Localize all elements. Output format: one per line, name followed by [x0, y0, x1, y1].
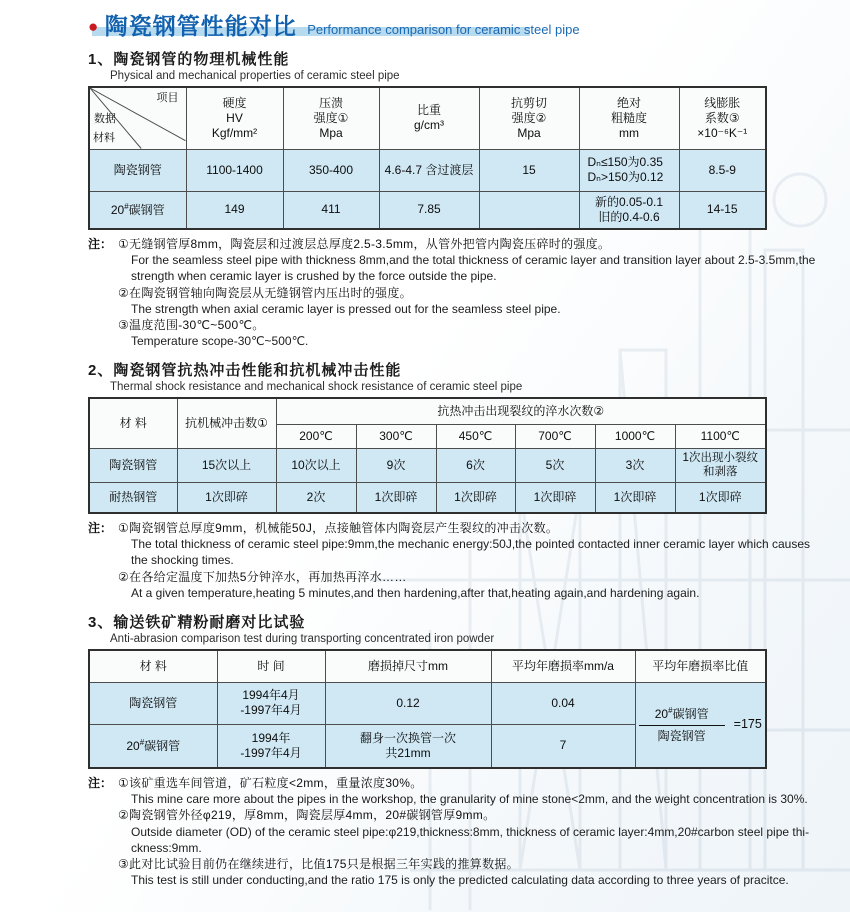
col-header-temp: 1000℃: [595, 424, 675, 448]
cell-material: 陶瓷钢管: [89, 682, 217, 724]
cell-value: 2次: [276, 482, 356, 513]
bullet-icon: ●: [88, 17, 99, 36]
section-3-heading: [88, 611, 828, 645]
cell-mechanical: 1次即碎: [177, 482, 276, 513]
corner-label-data: 数据: [94, 113, 116, 125]
cell-value: 1次即碎: [515, 482, 595, 513]
table-header-row: [89, 398, 766, 424]
col-header-expansion: 线膨胀 系数③ ×10⁻⁶K⁻¹: [679, 87, 766, 149]
cell-value: 1次即碎: [436, 482, 515, 513]
col-header-roughness: 绝对 粗糙度 mm: [579, 87, 679, 149]
abrasion-test-table: [88, 649, 767, 769]
table-row-heat-resistant-steel: [89, 482, 766, 513]
cell-wear: 翻身一次换管一次 共21mm: [325, 724, 491, 768]
section-3-notes: [88, 775, 828, 888]
cell-value: 1次即碎: [595, 482, 675, 513]
note-item: ①陶瓷钢管总厚度9mm，机械能50J，点接触管体内陶瓷层产生裂纹的冲击次数。 The total thickness of ceramic steel pipe:9mm,the mechanic energy:50J,the pointed contacted inner ceramic layer which causes the shocking times.: [118, 521, 811, 568]
shock-resistance-table: [88, 397, 767, 514]
note-item: ③此对比试验目前仍在继续进行，比值175只是根据三年实践的推算数据。 This test is still under conducting,and the ratio 175 is only the predicted calculating data according to three years of pracitce.: [118, 856, 789, 888]
cell-rate: 0.04: [491, 682, 635, 724]
cell-value: 3次: [595, 448, 675, 482]
note-label: 注：: [88, 237, 113, 251]
section-2-title-zh: 2、陶瓷钢管抗热冲击性能和抗机械冲击性能: [88, 362, 402, 380]
fraction-bar: [639, 725, 725, 726]
cell-value: 1次即碎: [356, 482, 436, 513]
cell-time: 1994年 -1997年4月: [217, 724, 325, 768]
cell-time: 1994年4月 -1997年4月: [217, 682, 325, 724]
note-item: ①无缝钢管厚8mm，陶瓷层和过渡层总厚度2.5-3.5mm，从管外把管内陶瓷压碎时的强度。 For the seamless steel pipe with thickness 8mm,and the total thickness of ceramic layer and transition layer about 2.5-3.5mm,the strength when ceramic layer is crushed by the force outside the pipe.: [118, 237, 816, 284]
cell-hardness: 1100-1400: [186, 149, 283, 191]
table-row-carbon-steel: [89, 191, 766, 229]
table-row-ceramic: [89, 149, 766, 191]
cell-mechanical: 15次以上: [177, 448, 276, 482]
section-1-title-en: Physical and mechanical properties of ceramic steel pipe: [110, 70, 400, 82]
col-header-hardness: 硬度 HV Kgf/mm²: [186, 87, 283, 149]
section-1-notes: [88, 236, 828, 349]
table-header-row: [89, 650, 766, 682]
cell-material: 耐热钢管: [89, 482, 177, 513]
cell-expansion: 14-15: [679, 191, 766, 229]
note-label: 注：: [88, 776, 113, 790]
section-2-title-en: Thermal shock resistance and mechanical shock resistance of ceramic steel pipe: [110, 381, 523, 394]
note-item: ②在陶瓷钢管轴向陶瓷层从无缝钢管内压出时的强度。 The strength when axial ceramic layer is pressed out for the seamless steel pipe.: [118, 285, 561, 316]
cell-specific-gravity: 4.6-4.7 含过渡层: [379, 149, 479, 191]
col-header-temp: 700℃: [515, 424, 595, 448]
col-header-wear-rate-ratio: 平均年磨损率比值: [635, 650, 766, 682]
cell-crush-strength: 411: [283, 191, 379, 229]
col-header-temp: 300℃: [356, 424, 436, 448]
table-header-row: [89, 87, 766, 149]
cell-value: 1次出现小裂纹和剥落: [675, 448, 766, 482]
page-title: [88, 8, 828, 38]
cell-expansion: 8.5-9: [679, 149, 766, 191]
ratio-value: =175: [733, 716, 762, 731]
col-header-specific-gravity: 比重 g/cm³: [379, 87, 479, 149]
col-header-crush-strength: 压溃 强度① Mpa: [283, 87, 379, 149]
cell-value: 1次即碎: [675, 482, 766, 513]
cell-crush-strength: 350-400: [283, 149, 379, 191]
corner-label-material: 材料: [93, 131, 115, 144]
cell-shear-strength: 15: [479, 149, 579, 191]
cell-specific-gravity: 7.85: [379, 191, 479, 229]
cell-value: 9次: [356, 448, 436, 482]
cell-value: 5次: [515, 448, 595, 482]
table-row-ceramic: [89, 448, 766, 482]
note-label: 注：: [88, 521, 113, 536]
physical-properties-table: [88, 86, 767, 230]
note-item: ②在各给定温度下加热5分钟淬水，再加热再淬水…… At a given temperature,heating 5 minutes,and then hardening,after that,heating again,and hardening again.: [118, 569, 700, 600]
col-header-temp: 1100℃: [675, 424, 766, 448]
cell-material: 陶瓷钢管: [89, 448, 177, 482]
col-header-mechanical-shock: 抗机械冲击数①: [177, 398, 276, 448]
ratio-fraction: $\frac{20^{\#}碳钢管}{\text{陶瓷钢管}}$: [639, 706, 725, 744]
note-item: ③温度范围-30℃~500℃。 Temperature scope-30℃~500℃.: [118, 317, 309, 349]
col-header-time: 时 间: [217, 650, 325, 682]
section-2-notes: [88, 520, 828, 601]
col-header-shear-strength: 抗剪切 强度② Mpa: [479, 87, 579, 149]
note-item: ①该矿重选车间管道，矿石粒度<2mm，重量浓度30%。 This mine care more about the pipes in the workshop, the granularity of mine stone<2mm, and the weight concentration is 30%.: [118, 776, 808, 807]
cell-wear: 0.12: [325, 682, 491, 724]
section-3-title-zh: 3、输送铁矿精粉耐磨对比试验: [88, 614, 306, 631]
cell-hardness: 149: [186, 191, 283, 229]
col-header-material: 材 料: [89, 398, 177, 448]
cell-roughness: Dₙ≤150为0.35 Dₙ>150为0.12: [579, 149, 679, 191]
cell-material: 陶瓷钢管: [89, 149, 186, 191]
cell-material: 20#碳钢管: [89, 724, 217, 768]
col-header-temp: 450℃: [436, 424, 515, 448]
col-header-annual-wear-rate: 平均年磨损率mm/a: [491, 650, 635, 682]
col-header-material: 材 料: [89, 650, 217, 682]
table-row-ceramic: [89, 682, 766, 724]
cell-material: 20#碳钢管: [89, 191, 186, 229]
cell-ratio: [635, 682, 766, 768]
corner-header-cell: [89, 87, 186, 149]
col-header-thermal-shock-group: 抗热冲击出现裂纹的淬水次数②: [276, 398, 766, 424]
cell-value: 6次: [436, 448, 515, 482]
cell-shear-strength: [479, 191, 579, 229]
cell-roughness: 新的0.05-0.1 旧的0.4-0.6: [579, 191, 679, 229]
page-title-zh: 陶瓷钢管性能对比: [104, 13, 297, 39]
section-3-title-en: Anti-abrasion comparison test during transporting concentrated iron powder: [110, 633, 495, 645]
page-title-en: Performance comparison for ceramic steel pipe: [307, 22, 580, 37]
col-header-wear-size: 磨损掉尺寸mm: [325, 650, 491, 682]
section-2-heading: [88, 359, 828, 393]
cell-rate: 7: [491, 724, 635, 768]
cell-value: 10次以上: [276, 448, 356, 482]
note-item: ②陶瓷钢管外径φ219，厚8mm，陶瓷层厚4mm，20#碳钢管厚9mm。 Outside diameter (OD) of the ceramic steel pipe:φ219,thickness:8mm, thickness of ceramic layer:4mm,20#carbon steel pipe thi-ckness:9mm.: [118, 808, 810, 855]
section-1-title-zh: 1、陶瓷钢管的物理机械性能: [88, 51, 290, 68]
corner-label-item: 项目: [156, 92, 179, 104]
col-header-temp: 200℃: [276, 424, 356, 448]
section-1-heading: [88, 48, 828, 82]
